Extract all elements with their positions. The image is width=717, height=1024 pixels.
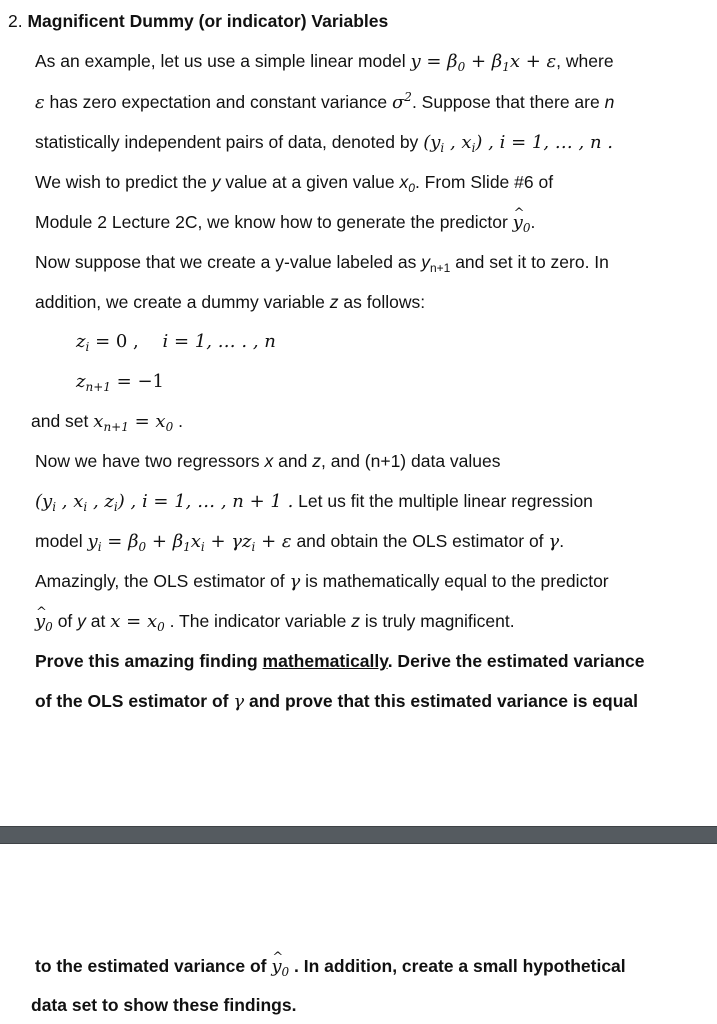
text-line (35, 610, 515, 633)
y-symbol: y (211, 172, 221, 192)
text: Now we have two regressors (35, 451, 260, 471)
text: We wish to predict the (35, 172, 207, 192)
section-title: Magnificent Dummy (or indicator) Variables (27, 11, 389, 31)
text: and obtain the OLS estimator of (296, 531, 544, 551)
equation-z-n1: $z_{n+1} = -1$ (76, 371, 164, 394)
section-number: 2. (8, 11, 23, 31)
gamma-symbol: γ (289, 571, 301, 592)
text: and set (31, 411, 89, 431)
text-line (35, 650, 645, 672)
text-line (31, 994, 296, 1016)
text: Prove this amazing finding (35, 651, 258, 671)
text: Now suppose that we create a y-value labeled as (35, 252, 417, 272)
text-line (35, 251, 609, 273)
underlined-text: mathematically (262, 651, 388, 671)
text-line (35, 570, 609, 593)
z-symbol: z (312, 451, 321, 471)
text-line (35, 955, 626, 978)
gamma-symbol: γ (548, 531, 560, 552)
y-n1-symbol: $y_{n+1}$ (421, 252, 451, 275)
gamma-symbol: γ (233, 691, 245, 712)
text: as follows: (343, 292, 426, 312)
text: value at a given value (225, 172, 395, 192)
text: . In addition, create a small hypothetical (294, 956, 626, 976)
x0-symbol: $x_0$ (399, 172, 415, 195)
text: . From Slide #6 of (414, 172, 554, 192)
text-line (35, 291, 425, 313)
text-line (35, 91, 614, 114)
page-separator (0, 826, 717, 844)
z-symbol: z (351, 611, 360, 631)
text-line (35, 690, 638, 713)
text: to the estimated variance of (35, 956, 267, 976)
y-symbol: y (77, 611, 86, 631)
text-line (35, 50, 614, 73)
text: has zero expectation and constant variance (49, 92, 388, 112)
text: statistically independent pairs of data, denoted by (35, 132, 419, 152)
predictor-symbol: ^ $y_0$ (35, 611, 53, 632)
text-line (31, 410, 183, 433)
text: Let us fit the multiple linear regression (298, 491, 593, 511)
text: Module 2 Lecture 2C, we know how to generate the predictor (35, 212, 508, 232)
text: and prove that this estimated variance is equal (249, 691, 639, 711)
regression-equation: $y_i = \beta_0 + \beta_1x_i + \gamma z_i + \varepsilon$ (87, 531, 292, 554)
text-line (35, 450, 501, 472)
x-symbol: x (264, 451, 274, 471)
text: and set it to zero. In (455, 252, 609, 272)
predictor-symbol: ^ $y_0$ (271, 956, 289, 977)
text-line: Module 2 Lecture 2C, we know how to generate the predictor ^ $y_0$. (35, 211, 535, 234)
text: Amazingly, the OLS estimator of (35, 571, 285, 591)
n-symbol: n (604, 92, 615, 112)
text-line: model $y_i = \beta_0 + \beta_1x_i + \gamma z_i + \varepsilon$ and obtain the OLS estimator of γ. (35, 531, 565, 554)
text: As an example, let us use a simple linear model (35, 51, 406, 71)
data-triples-equation: ($y_i$ , $x_i$ , $z_i$) , i = 1, … , n + 1 . (35, 491, 294, 514)
epsilon-symbol: ε (35, 92, 45, 113)
text-line (35, 171, 553, 193)
z-symbol: z (329, 292, 339, 312)
data-pairs-equation: ($y_i$ , $x_i$) , i = 1, … , n . (423, 132, 613, 155)
text: . (178, 411, 183, 431)
text: , where (556, 51, 614, 71)
text: and (278, 451, 308, 471)
text: . The indicator variable (169, 611, 347, 631)
text: model (35, 531, 83, 551)
text: of the OLS estimator of (35, 691, 229, 711)
model-equation: $y = \beta_0 + \beta_1x + \varepsilon$ (410, 51, 557, 74)
text: is mathematically equal to the predictor (305, 571, 609, 591)
text-line (35, 490, 593, 513)
text: data set to show these findings. (31, 995, 297, 1015)
variance-symbol: $\sigma^2$ (392, 90, 412, 113)
text: at (90, 611, 106, 631)
text: is truly magnificent. (364, 611, 515, 631)
text: . Derive the estimated variance (387, 651, 645, 671)
equation-z-i: $z_i = 0$ , i = 1, … . , n (76, 331, 276, 354)
x-n1-equation: $x_{n+1} = x_0$ (93, 411, 174, 434)
text-line (35, 131, 613, 154)
text: , and (n+1) data values (321, 451, 501, 471)
section-heading (8, 10, 388, 32)
text: of (57, 611, 73, 631)
text: addition, we create a dummy variable (35, 292, 325, 312)
x-equals-x0: $x = x_0$ (110, 611, 165, 634)
text: . Suppose that there are (411, 92, 600, 112)
predictor-symbol: ^ $y_0$ (513, 212, 531, 233)
